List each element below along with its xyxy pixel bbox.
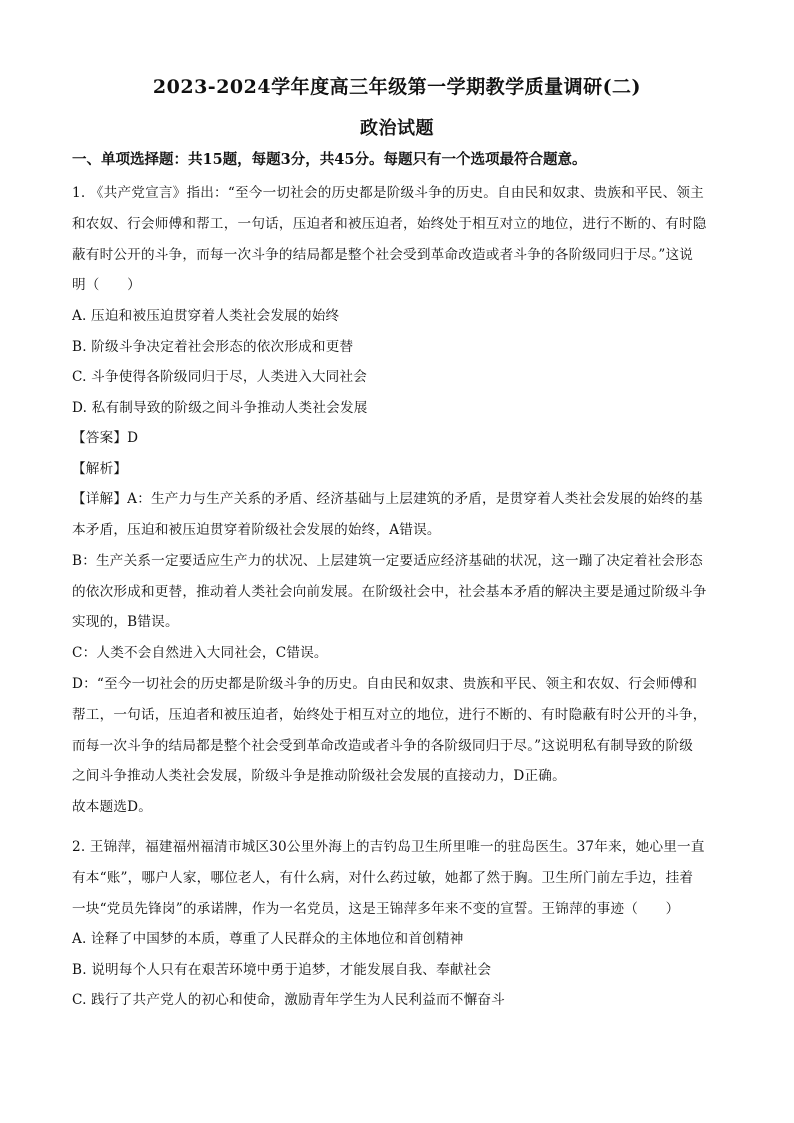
option-b: B. 阶级斗争决定着社会形态的依次形成和更替 bbox=[72, 338, 354, 355]
option-d: D. 私有制导致的阶级之间斗争推动人类社会发展 bbox=[72, 399, 368, 416]
question-1 bbox=[72, 178, 722, 823]
option-a: A. 压迫和被压迫贯穿着人类社会发展的始终 bbox=[72, 308, 340, 325]
explanation-line: B：生产关系一定要适应生产力的状况、上层建筑一定要适应经济基础的状况，这一蹦了决定着社会形态 bbox=[72, 552, 703, 569]
document-subtitle: 政治试题 bbox=[360, 118, 434, 139]
explanation-line: 之间斗争推动人类社会发展，阶级斗争是推动阶级社会发展的直接动力，D正确。 bbox=[72, 768, 566, 785]
section-heading: 一、单项选择题：共15题，每题3分，共45分。每题只有一个选项最符合题意。 bbox=[72, 151, 587, 168]
question-stem-line: 一块“党员先锋岗”的承诺牌，作为一名党员，这是王锦萍多年来不变的宣誓。王锦萍的事迹（ ） bbox=[72, 900, 680, 917]
question-stem-line: 1. 《共产党宣言》指出：“至今一切社会的历史都是阶级斗争的历史。自由民和奴隶、贵族和平民、领主 bbox=[72, 185, 704, 201]
option-c: C. 践行了共产党人的初心和使命，激励青年学生为人民利益而不懈奋斗 bbox=[72, 992, 505, 1009]
option-a: A. 诠释了中国梦的本质，尊重了人民群众的主体地位和首创精神 bbox=[72, 931, 464, 948]
question-stem-line: 有本“账”，哪户人家，哪位老人，有什么病，对什么药过敏，她都了然于胸。卫生所门前左手边，挂着 bbox=[72, 869, 694, 886]
explanation-line: 实现的，B错误。 bbox=[72, 614, 179, 631]
explanation-line: D：“至今一切社会的历史都是阶级斗争的历史。自由民和奴隶、贵族和平民、领主和农奴、行会师傅和 bbox=[72, 675, 698, 692]
explanation-line: 的依次形成和更替，推动着人类社会向前发展。在阶级社会中，社会基本矛盾的解决主要是通过阶级斗争 bbox=[72, 583, 707, 600]
explanation-line: 本矛盾，压迫和被压迫贯穿着阶级社会发展的始终，A错误。 bbox=[72, 521, 441, 538]
question-stem-line: 明（ ） bbox=[72, 277, 141, 294]
question-2 bbox=[72, 832, 722, 1016]
option-c: C. 斗争使得各阶级同归于尽，人类进入大同社会 bbox=[72, 369, 368, 386]
question-stem-line: 2. 王锦萍，福建福州福清市城区30公里外海上的吉钓岛卫生所里唯一的驻岛医生。37年来，她心里一直 bbox=[72, 839, 705, 855]
question-stem-line: 和农奴、行会师傅和帮工，一句话，压迫者和被压迫者，始终处于相互对立的地位，进行不断的、有时隐 bbox=[72, 215, 707, 232]
explanation-line: 【详解】A：生产力与生产关系的矛盾、经济基础与上层建筑的矛盾，是贯穿着人类社会发展的始终的基 bbox=[72, 491, 703, 508]
explanation-line: C：人类不会自然进入大同社会，C错误。 bbox=[72, 645, 328, 662]
option-b: B. 说明每个人只有在艰苦环境中勇于追梦，才能发展自我、奉献社会 bbox=[72, 961, 492, 978]
question-stem-line: 蔽有时公开的斗争，而每一次斗争的结局都是整个社会受到革命改造或者斗争的各阶级同归于尽。”这说 bbox=[72, 246, 694, 263]
analysis-label: 【解析】 bbox=[72, 460, 128, 477]
explanation-line: 而每一次斗争的结局都是整个社会受到革命改造或者斗争的各阶级同归于尽。”这说明私有制导致的阶级 bbox=[72, 737, 694, 754]
document-title: 2023-2024学年度高三年级第一学期教学质量调研(二) bbox=[152, 76, 642, 98]
explanation-line: 帮工，一句话，压迫者和被压迫者，始终处于相互对立的地位，进行不断的、有时隐蔽有时公开的斗争， bbox=[72, 706, 707, 723]
answer-label: 【答案】D bbox=[72, 430, 139, 447]
explanation-line: 故本题选D。 bbox=[72, 799, 153, 816]
